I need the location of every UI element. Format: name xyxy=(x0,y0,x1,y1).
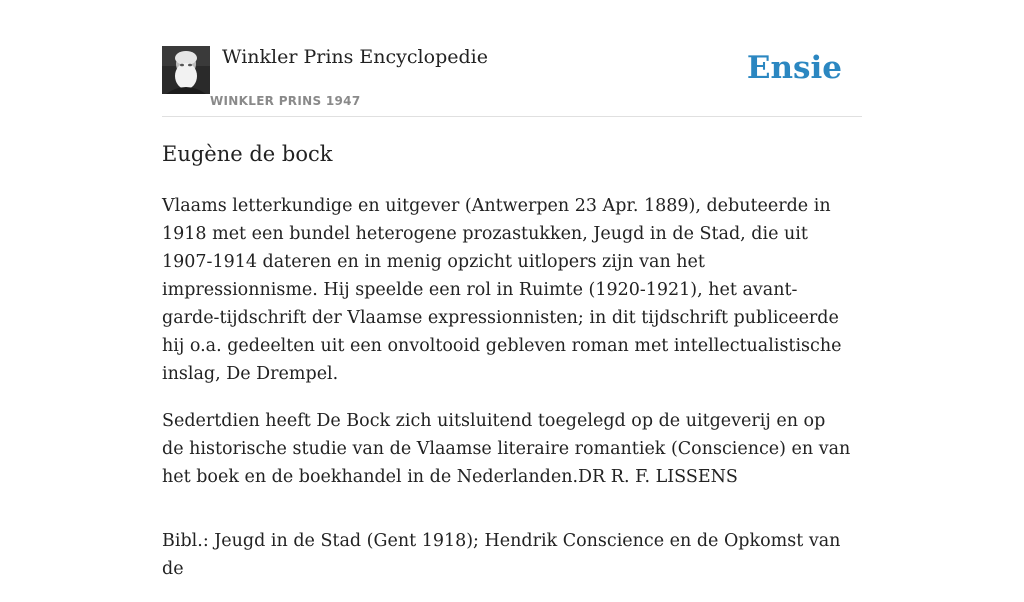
publication-title[interactable]: Winkler Prins Encyclopedie xyxy=(222,46,488,68)
brand-logo[interactable]: Ensie xyxy=(746,50,842,86)
article xyxy=(162,138,852,602)
article-title: Eugène de bock xyxy=(162,142,333,166)
article-bibliography: Bibl.: Jeugd in de Stad (Gent 1918); Hendrik Conscience en de Opkomst van de xyxy=(162,531,841,579)
author-avatar[interactable] xyxy=(162,46,210,94)
publication-subtitle[interactable]: WINKLER PRINS 1947 xyxy=(210,94,361,108)
article-paragraph-2: Sedertdien heeft De Bock zich uitsluitend toegelegd op de uitgeverij en op de historische studie van de Vlaamse literaire romantiek (Conscience) en van het boek en de boekhandel in de Nederlanden.DR R. F. LISSENS xyxy=(162,411,851,487)
portrait-image xyxy=(162,46,210,94)
article-paragraph-1: Vlaams letterkundige en uitgever (Antwerpen 23 Apr. 1889), debuteerde in 1918 met een bundel heterogene prozastukken, Jeugd in de Stad, die uit 1907-1914 dateren en in menig opzicht uitlopers zijn van het impressionnisme. Hij speelde een rol in Ruimte (1920-1921), het avant-garde-tijdschrift der Vlaamse expressionnisten; in dit tijdschrift publiceerde hij o.a. gedeelten uit een onvoltooid gebleven roman met intellectualistische inslag, De Drempel. xyxy=(162,196,842,384)
header xyxy=(162,40,862,117)
